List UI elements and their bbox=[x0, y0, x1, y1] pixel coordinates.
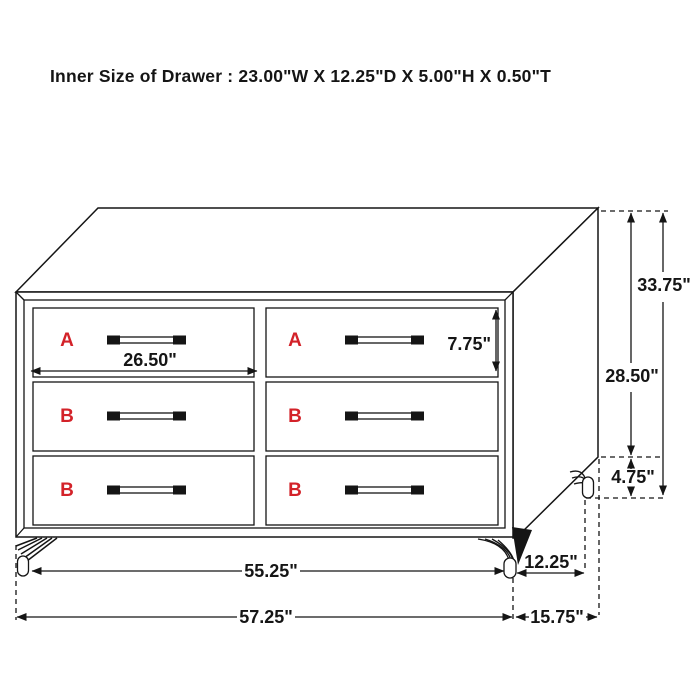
dim-drawer-face-height-label: 7.75" bbox=[447, 334, 491, 354]
handle-mid-right bbox=[345, 412, 424, 421]
dim-leg-span-width bbox=[32, 561, 504, 581]
dim-leg-height bbox=[611, 459, 655, 496]
dim-drawer-face-width-label: 26.50" bbox=[123, 350, 177, 370]
dim-leg-span-width-label: 55.25" bbox=[244, 561, 298, 581]
handle-bot-left bbox=[107, 486, 186, 495]
handle-mid-left bbox=[107, 412, 186, 421]
drawer-label-bot-right: B bbox=[288, 480, 302, 501]
dim-total-height bbox=[637, 213, 691, 495]
drawer-label-top-left: A bbox=[60, 330, 74, 351]
rear-right-foot bbox=[583, 477, 594, 498]
diagram-title: Inner Size of Drawer : 23.00"W X 12.25"D X 5.00"H X 0.50"T bbox=[50, 66, 551, 86]
handle-top-right bbox=[345, 336, 424, 345]
dim-total-depth bbox=[516, 607, 597, 627]
handle-top-left bbox=[107, 336, 186, 345]
drawer-fronts bbox=[33, 308, 498, 525]
dim-total-width-label: 57.25" bbox=[239, 607, 293, 627]
drawer-label-mid-right: B bbox=[288, 406, 302, 427]
dim-leg-span-depth bbox=[517, 552, 584, 573]
front-right-foot bbox=[504, 558, 516, 578]
front-left-foot bbox=[18, 556, 29, 576]
dim-total-width bbox=[17, 607, 512, 627]
dim-case-height bbox=[605, 213, 659, 455]
front-left-leg bbox=[16, 538, 57, 576]
dim-total-height-label: 33.75" bbox=[637, 275, 691, 295]
drawer-label-mid-left: B bbox=[60, 406, 74, 427]
dim-case-height-label: 28.50" bbox=[605, 366, 659, 386]
drawer-label-top-right: A bbox=[288, 330, 302, 351]
handle-bot-right bbox=[345, 486, 424, 495]
drawer-label-bot-left: B bbox=[60, 480, 74, 501]
dim-total-depth-label: 15.75" bbox=[530, 607, 584, 627]
dresser-top-surface bbox=[16, 208, 598, 292]
dim-leg-span-depth-label: 12.25" bbox=[524, 552, 578, 572]
dim-leg-height-label: 4.75" bbox=[611, 467, 655, 487]
